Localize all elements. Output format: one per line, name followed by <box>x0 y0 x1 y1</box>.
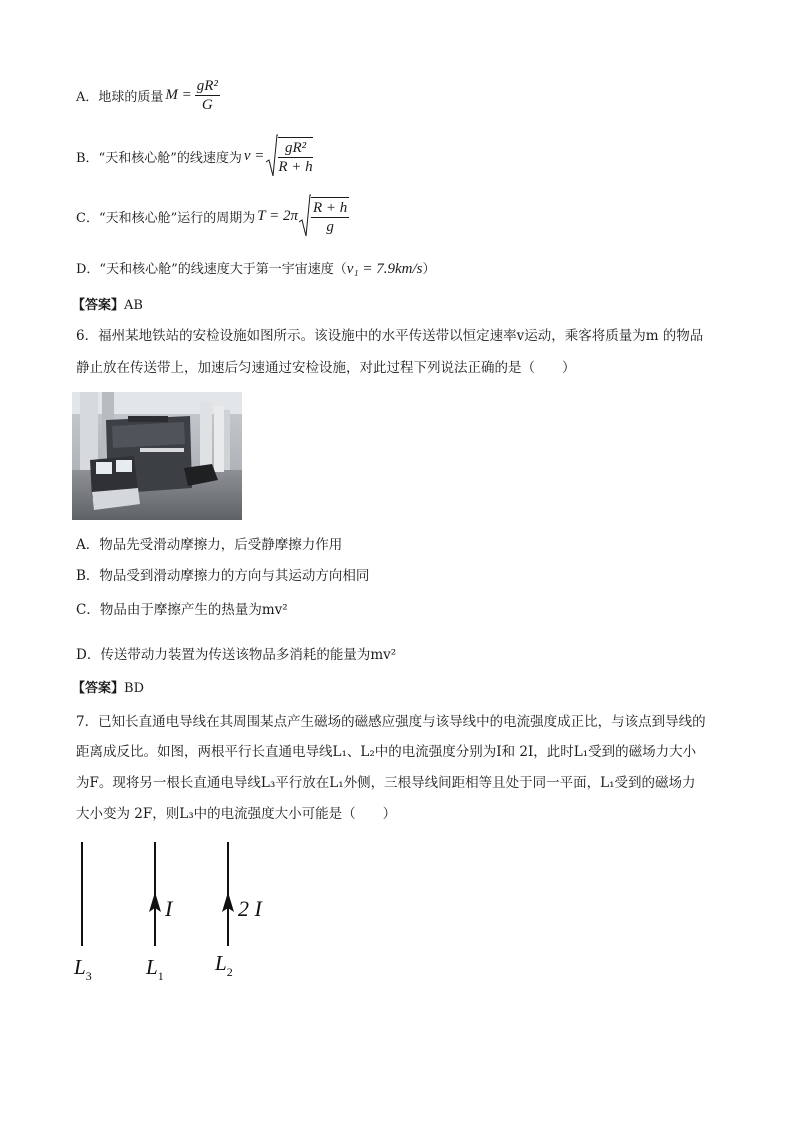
q7-stem-line3: 为F。现将另一根长直通电导线L₃平行放在L₁外侧，三根导线间距相等且处于同一平面，L₁受到的磁场力 <box>76 775 696 791</box>
q5-option-d-math: v₁ = 7.9km/s <box>346 261 423 277</box>
q6-stem-line2: 静止放在传送带上，加速后匀速通过安检设施，对此过程下列说法正确的是（ ） <box>76 360 576 376</box>
q6-answer-value: BD <box>124 681 144 696</box>
q5-option-b-text: B．“天和核心舱”的线速度为 <box>76 150 242 166</box>
q5-option-a-text: A．地球的质量 <box>76 89 164 105</box>
current-label-l2: 2 I <box>238 896 262 921</box>
q5-option-a-numerator: gR² <box>196 77 218 94</box>
q5-answer-value: AB <box>124 298 143 313</box>
q6-answer <box>72 676 144 702</box>
q5-answer-label: 【答案】 <box>72 298 125 313</box>
q5-option-b-numerator: gR² <box>278 139 312 158</box>
q5-option-d-close: ） <box>422 262 436 277</box>
q5-option-a-denominator: G <box>201 96 213 113</box>
sqrt-sign-icon <box>266 134 278 178</box>
q5-option-c-numerator: R + h <box>312 199 348 216</box>
q5-option-a <box>76 78 220 112</box>
security-scanner-photo <box>72 392 242 520</box>
q5-option-b-sqrt <box>266 134 312 178</box>
q5-option-a-lhs: M = <box>165 86 192 103</box>
q5-option-c-denominator: g <box>326 218 334 235</box>
q5-option-c-text: C．“天和核心舱”运行的周期为 <box>76 210 256 226</box>
q5-option-d-text: D．“天和核心舱”的线速度大于第一宇宙速度（ <box>76 262 347 277</box>
q6-answer-label: 【答案】 <box>72 681 125 696</box>
parallel-wires-diagram <box>60 836 300 986</box>
q5-option-a-fraction <box>195 77 220 114</box>
q6-option-d: D．传送带动力装置为传送该物品多消耗的能量为mv² <box>76 647 397 663</box>
q5-option-c <box>76 194 349 238</box>
q5-option-b-denominator: R + h <box>278 158 313 175</box>
wire-label-l2: $L_2$ <box>215 951 233 979</box>
q5-answer <box>72 293 143 319</box>
q7-stem-line1: 7．已知长直通电导线在其周围某点产生磁场的磁感应强度与该导线中的电流强度成正比，与该点到导线的 <box>76 714 706 730</box>
q5-option-c-lhs: T = 2π <box>257 207 298 224</box>
q6-option-a: A．物品先受滑动摩擦力，后受静摩擦力作用 <box>76 537 343 553</box>
q5-option-d <box>76 256 435 283</box>
current-label-l1: I <box>165 896 173 921</box>
q5-option-b <box>76 134 313 178</box>
sqrt-sign-icon <box>299 194 311 238</box>
q6-option-b: B．物品受到滑动摩擦力的方向与其运动方向相同 <box>76 568 370 584</box>
q6-stem-line1: 6．福州某地铁站的安检设施如图所示。该设施中的水平传送带以恒定速率v运动，乘客将质量为m 的物品 <box>76 328 704 344</box>
wire-label-l3: $L_3$ <box>74 955 92 983</box>
q7-stem-line2: 距离成反比。如图，两根平行长直通电导线L₁、L₂中的电流强度分别为I和 2I，此时L₁受到的磁场力大小 <box>76 744 697 760</box>
q7-stem-line4: 大小变为 2F，则L₃中的电流强度大小可能是（ ） <box>76 806 397 822</box>
wire-label-l1: $L_1$ <box>146 955 164 983</box>
security-scanner-image <box>72 392 242 520</box>
q6-option-c: C．物品由于摩擦产生的热量为mv² <box>76 602 288 618</box>
q5-option-c-sqrt <box>299 194 349 238</box>
q5-option-b-lhs: v = <box>243 147 265 164</box>
